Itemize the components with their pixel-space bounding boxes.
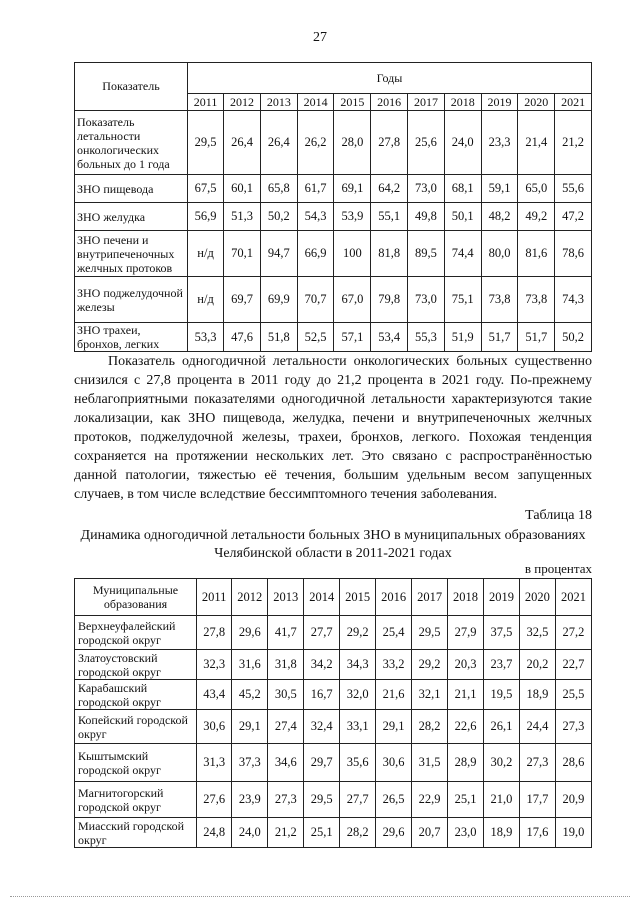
table-row	[75, 323, 592, 352]
year-header: 2011	[188, 94, 224, 111]
table-cell: 26,1	[484, 710, 520, 744]
lethality-table-body	[75, 111, 592, 352]
municipal-header-row	[75, 579, 592, 616]
table-cell: 17,7	[519, 782, 555, 818]
table-cell: 70,1	[224, 231, 261, 277]
table-cell: 28,6	[555, 744, 591, 782]
table-cell: 48,2	[481, 203, 518, 231]
table-cell: 22,6	[448, 710, 484, 744]
table-cell: 27,3	[519, 744, 555, 782]
table-row	[75, 710, 592, 744]
table-cell: 28,9	[448, 744, 484, 782]
table-cell: 51,9	[444, 323, 481, 352]
table-cell: 32,5	[519, 616, 555, 650]
table-cell: н/д	[188, 231, 224, 277]
table-cell: 30,2	[484, 744, 520, 782]
table-cell: 16,7	[304, 680, 340, 710]
table-cell: 50,2	[555, 323, 592, 352]
table-cell: 31,6	[232, 650, 268, 680]
table-cell: 31,3	[197, 744, 232, 782]
table-cell: 25,4	[376, 616, 412, 650]
table-cell: 73,8	[518, 277, 555, 323]
table-cell: 29,7	[304, 744, 340, 782]
table-cell: 26,4	[224, 111, 261, 175]
table-cell: 29,6	[232, 616, 268, 650]
table-cell: 30,6	[197, 710, 232, 744]
municipal-table-body	[75, 616, 592, 848]
table-cell: 26,4	[260, 111, 297, 175]
table-cell: 55,1	[371, 203, 408, 231]
table-cell: 43,4	[197, 680, 232, 710]
table-cell: 69,7	[224, 277, 261, 323]
year-header: 2020	[519, 579, 555, 616]
table-cell: 30,5	[268, 680, 304, 710]
table-cell: 74,4	[444, 231, 481, 277]
table-cell: 19,5	[484, 680, 520, 710]
table-cell: 29,5	[412, 616, 448, 650]
table-cell: 25,1	[448, 782, 484, 818]
row-label: ЗНО поджелудочной железы	[75, 277, 188, 323]
table-cell: 65,0	[518, 175, 555, 203]
table-cell: 22,7	[555, 650, 591, 680]
table-cell: 17,6	[519, 818, 555, 848]
table-row	[75, 818, 592, 848]
table-cell: 47,6	[224, 323, 261, 352]
municipality-label: Кыштымский городской округ	[75, 744, 197, 782]
table-cell: 57,1	[334, 323, 371, 352]
table-cell: 23,7	[484, 650, 520, 680]
table-cell: 29,6	[376, 818, 412, 848]
table-row	[75, 203, 592, 231]
table-cell: 47,2	[555, 203, 592, 231]
table-cell: 56,9	[188, 203, 224, 231]
table-cell: 21,0	[484, 782, 520, 818]
row-label: ЗНО пищевода	[75, 175, 188, 203]
table-cell: 51,7	[481, 323, 518, 352]
body-paragraph: Показатель одногодичной летальности онкологических больных существенно снизился с 27,8 процента в 2011 году до 21,2 процента в 2021 году. По-прежнему неблагоприятными показателями одногодичной летальности характеризуются такие локализации, как ЗНО пищевода, желудка, печени и внутрипеченочных желчных протоков, поджелудочной железы, трахеи, бронхов, легкого. Похожая тенденция сохраняется на протяжении нескольких лет. Это связано с распространённостью данной патологии, тяжестью её течения, большим удельным весом запущенных случаев, в том числе вследствие бессимптомного течения заболевания.	[74, 354, 592, 502]
table-cell: 34,6	[268, 744, 304, 782]
table-cell: 27,8	[371, 111, 408, 175]
table-cell: 27,6	[197, 782, 232, 818]
table-cell: 24,0	[444, 111, 481, 175]
table-cell: 53,4	[371, 323, 408, 352]
table-cell: 70,7	[297, 277, 334, 323]
year-header: 2017	[412, 579, 448, 616]
header-years: Годы	[188, 63, 592, 94]
table-cell: 73,0	[408, 175, 445, 203]
table-cell: 68,1	[444, 175, 481, 203]
municipality-label: Златоустовский городской округ	[75, 650, 197, 680]
table-row	[75, 782, 592, 818]
year-header: 2018	[444, 94, 481, 111]
table-cell: 73,8	[481, 277, 518, 323]
table-cell: 64,2	[371, 175, 408, 203]
table-cell: 41,7	[268, 616, 304, 650]
table-cell: 69,9	[260, 277, 297, 323]
municipality-label: Карабашский городской округ	[75, 680, 197, 710]
table-cell: 21,2	[555, 111, 592, 175]
table-cell: 23,3	[481, 111, 518, 175]
table-cell: 32,0	[340, 680, 376, 710]
table-cell: 89,5	[408, 231, 445, 277]
table-cell: 35,6	[340, 744, 376, 782]
header-indicator: Показатель	[75, 63, 188, 111]
municipality-label: Миасский городской округ	[75, 818, 197, 848]
table-cell: 27,2	[555, 616, 591, 650]
year-header: 2013	[260, 94, 297, 111]
table-cell: 59,1	[481, 175, 518, 203]
table-cell: 19,0	[555, 818, 591, 848]
year-header: 2021	[555, 579, 591, 616]
table-cell: 26,5	[376, 782, 412, 818]
table-cell: 22,9	[412, 782, 448, 818]
table-cell: 53,3	[188, 323, 224, 352]
table-cell: 31,5	[412, 744, 448, 782]
table-unit: в процентах	[524, 561, 592, 576]
year-header: 2019	[481, 94, 518, 111]
table-cell: 54,3	[297, 203, 334, 231]
table-label: Таблица 18	[525, 508, 592, 523]
table-cell: 28,2	[412, 710, 448, 744]
table-row	[75, 616, 592, 650]
table-cell: 69,1	[334, 175, 371, 203]
table-cell: 18,9	[484, 818, 520, 848]
table-cell: 25,5	[555, 680, 591, 710]
table-cell: 75,1	[444, 277, 481, 323]
year-header: 2016	[376, 579, 412, 616]
table-cell: 20,9	[555, 782, 591, 818]
table-cell: 29,5	[304, 782, 340, 818]
table-cell: 23,9	[232, 782, 268, 818]
table-cell: 100	[334, 231, 371, 277]
page-bottom-divider	[10, 896, 630, 897]
year-header: 2019	[484, 579, 520, 616]
table-cell: 20,2	[519, 650, 555, 680]
table-cell: 61,7	[297, 175, 334, 203]
municipality-label: Копейский городской округ	[75, 710, 197, 744]
table-cell: 25,1	[304, 818, 340, 848]
table-cell: 34,3	[340, 650, 376, 680]
municipality-label: Магнитогорский городской округ	[75, 782, 197, 818]
table-cell: 27,3	[268, 782, 304, 818]
table-cell: 28,2	[340, 818, 376, 848]
table-cell: 50,1	[444, 203, 481, 231]
table-cell: 32,3	[197, 650, 232, 680]
table-row	[75, 680, 592, 710]
table-cell: 32,1	[412, 680, 448, 710]
table-cell: 21,6	[376, 680, 412, 710]
lethality-table	[74, 62, 592, 352]
table-cell: 81,8	[371, 231, 408, 277]
table-cell: 49,2	[518, 203, 555, 231]
year-header: 2012	[224, 94, 261, 111]
table-cell: 27,4	[268, 710, 304, 744]
table-cell: 31,8	[268, 650, 304, 680]
page-number: 27	[313, 30, 327, 45]
table-row	[75, 277, 592, 323]
table-cell: 94,7	[260, 231, 297, 277]
table-cell: 23,0	[448, 818, 484, 848]
row-label: ЗНО печени и внутрипеченочных желчных протоков	[75, 231, 188, 277]
table-cell: 51,7	[518, 323, 555, 352]
table-cell: 21,1	[448, 680, 484, 710]
table-cell: 33,1	[340, 710, 376, 744]
table-cell: 26,2	[297, 111, 334, 175]
table-cell: 51,3	[224, 203, 261, 231]
table-cell: 74,3	[555, 277, 592, 323]
table-cell: 20,7	[412, 818, 448, 848]
year-header: 2017	[408, 94, 445, 111]
table-row	[75, 744, 592, 782]
table-cell: 55,3	[408, 323, 445, 352]
year-header: 2014	[304, 579, 340, 616]
table-cell: 24,4	[519, 710, 555, 744]
year-header: 2011	[197, 579, 232, 616]
table-cell: 28,0	[334, 111, 371, 175]
municipal-lethality-table	[74, 578, 592, 848]
table-cell: 50,2	[260, 203, 297, 231]
table-cell: 45,2	[232, 680, 268, 710]
table-title: Динамика одногодичной летальности больных ЗНО в муниципальных образованиях Челябинской области в 2011-2021 годах	[80, 528, 586, 561]
year-header: 2012	[232, 579, 268, 616]
table-cell: 20,3	[448, 650, 484, 680]
table-cell: 60,1	[224, 175, 261, 203]
year-header: 2020	[518, 94, 555, 111]
row-label: ЗНО трахеи, бронхов, легких	[75, 323, 188, 352]
year-header: 2016	[371, 94, 408, 111]
table-cell: 27,7	[340, 782, 376, 818]
table-cell: 29,1	[376, 710, 412, 744]
table-cell: 33,2	[376, 650, 412, 680]
table-cell: 66,9	[297, 231, 334, 277]
table-cell: 21,4	[518, 111, 555, 175]
table-row	[75, 231, 592, 277]
table-cell: 53,9	[334, 203, 371, 231]
table-cell: 67,5	[188, 175, 224, 203]
table-cell: 29,1	[232, 710, 268, 744]
table-cell: 80,0	[481, 231, 518, 277]
year-header: 2013	[268, 579, 304, 616]
table-cell: 52,5	[297, 323, 334, 352]
table-cell: 81,6	[518, 231, 555, 277]
table-cell: 67,0	[334, 277, 371, 323]
table-cell: 29,2	[412, 650, 448, 680]
table-cell: 51,8	[260, 323, 297, 352]
table-cell: 32,4	[304, 710, 340, 744]
table-cell: 27,3	[555, 710, 591, 744]
table-cell: 27,8	[197, 616, 232, 650]
table-cell: 37,3	[232, 744, 268, 782]
table-cell: 21,2	[268, 818, 304, 848]
table-cell: 73,0	[408, 277, 445, 323]
table-cell: 24,0	[232, 818, 268, 848]
table-cell: 65,8	[260, 175, 297, 203]
table-cell: 27,9	[448, 616, 484, 650]
table-cell: 49,8	[408, 203, 445, 231]
table-cell: 29,2	[340, 616, 376, 650]
year-header: 2015	[340, 579, 376, 616]
table-cell: 30,6	[376, 744, 412, 782]
table-cell: 29,5	[188, 111, 224, 175]
table-cell: 37,5	[484, 616, 520, 650]
table-row	[75, 650, 592, 680]
table-row	[75, 111, 592, 175]
table-cell: 55,6	[555, 175, 592, 203]
year-header: 2021	[555, 94, 592, 111]
municipality-label: Верхнеуфалейский городской округ	[75, 616, 197, 650]
table-cell: н/д	[188, 277, 224, 323]
table-cell: 25,6	[408, 111, 445, 175]
row-label: ЗНО желудка	[75, 203, 188, 231]
row-label: Показатель летальности онкологических больных до 1 года	[75, 111, 188, 175]
year-header: 2018	[448, 579, 484, 616]
header-municipality: Муниципальные образования	[75, 579, 197, 616]
table-cell: 24,8	[197, 818, 232, 848]
table-cell: 34,2	[304, 650, 340, 680]
table-cell: 27,7	[304, 616, 340, 650]
year-header: 2014	[297, 94, 334, 111]
year-header: 2015	[334, 94, 371, 111]
table-cell: 18,9	[519, 680, 555, 710]
table-row	[75, 175, 592, 203]
table-cell: 79,8	[371, 277, 408, 323]
table-cell: 78,6	[555, 231, 592, 277]
